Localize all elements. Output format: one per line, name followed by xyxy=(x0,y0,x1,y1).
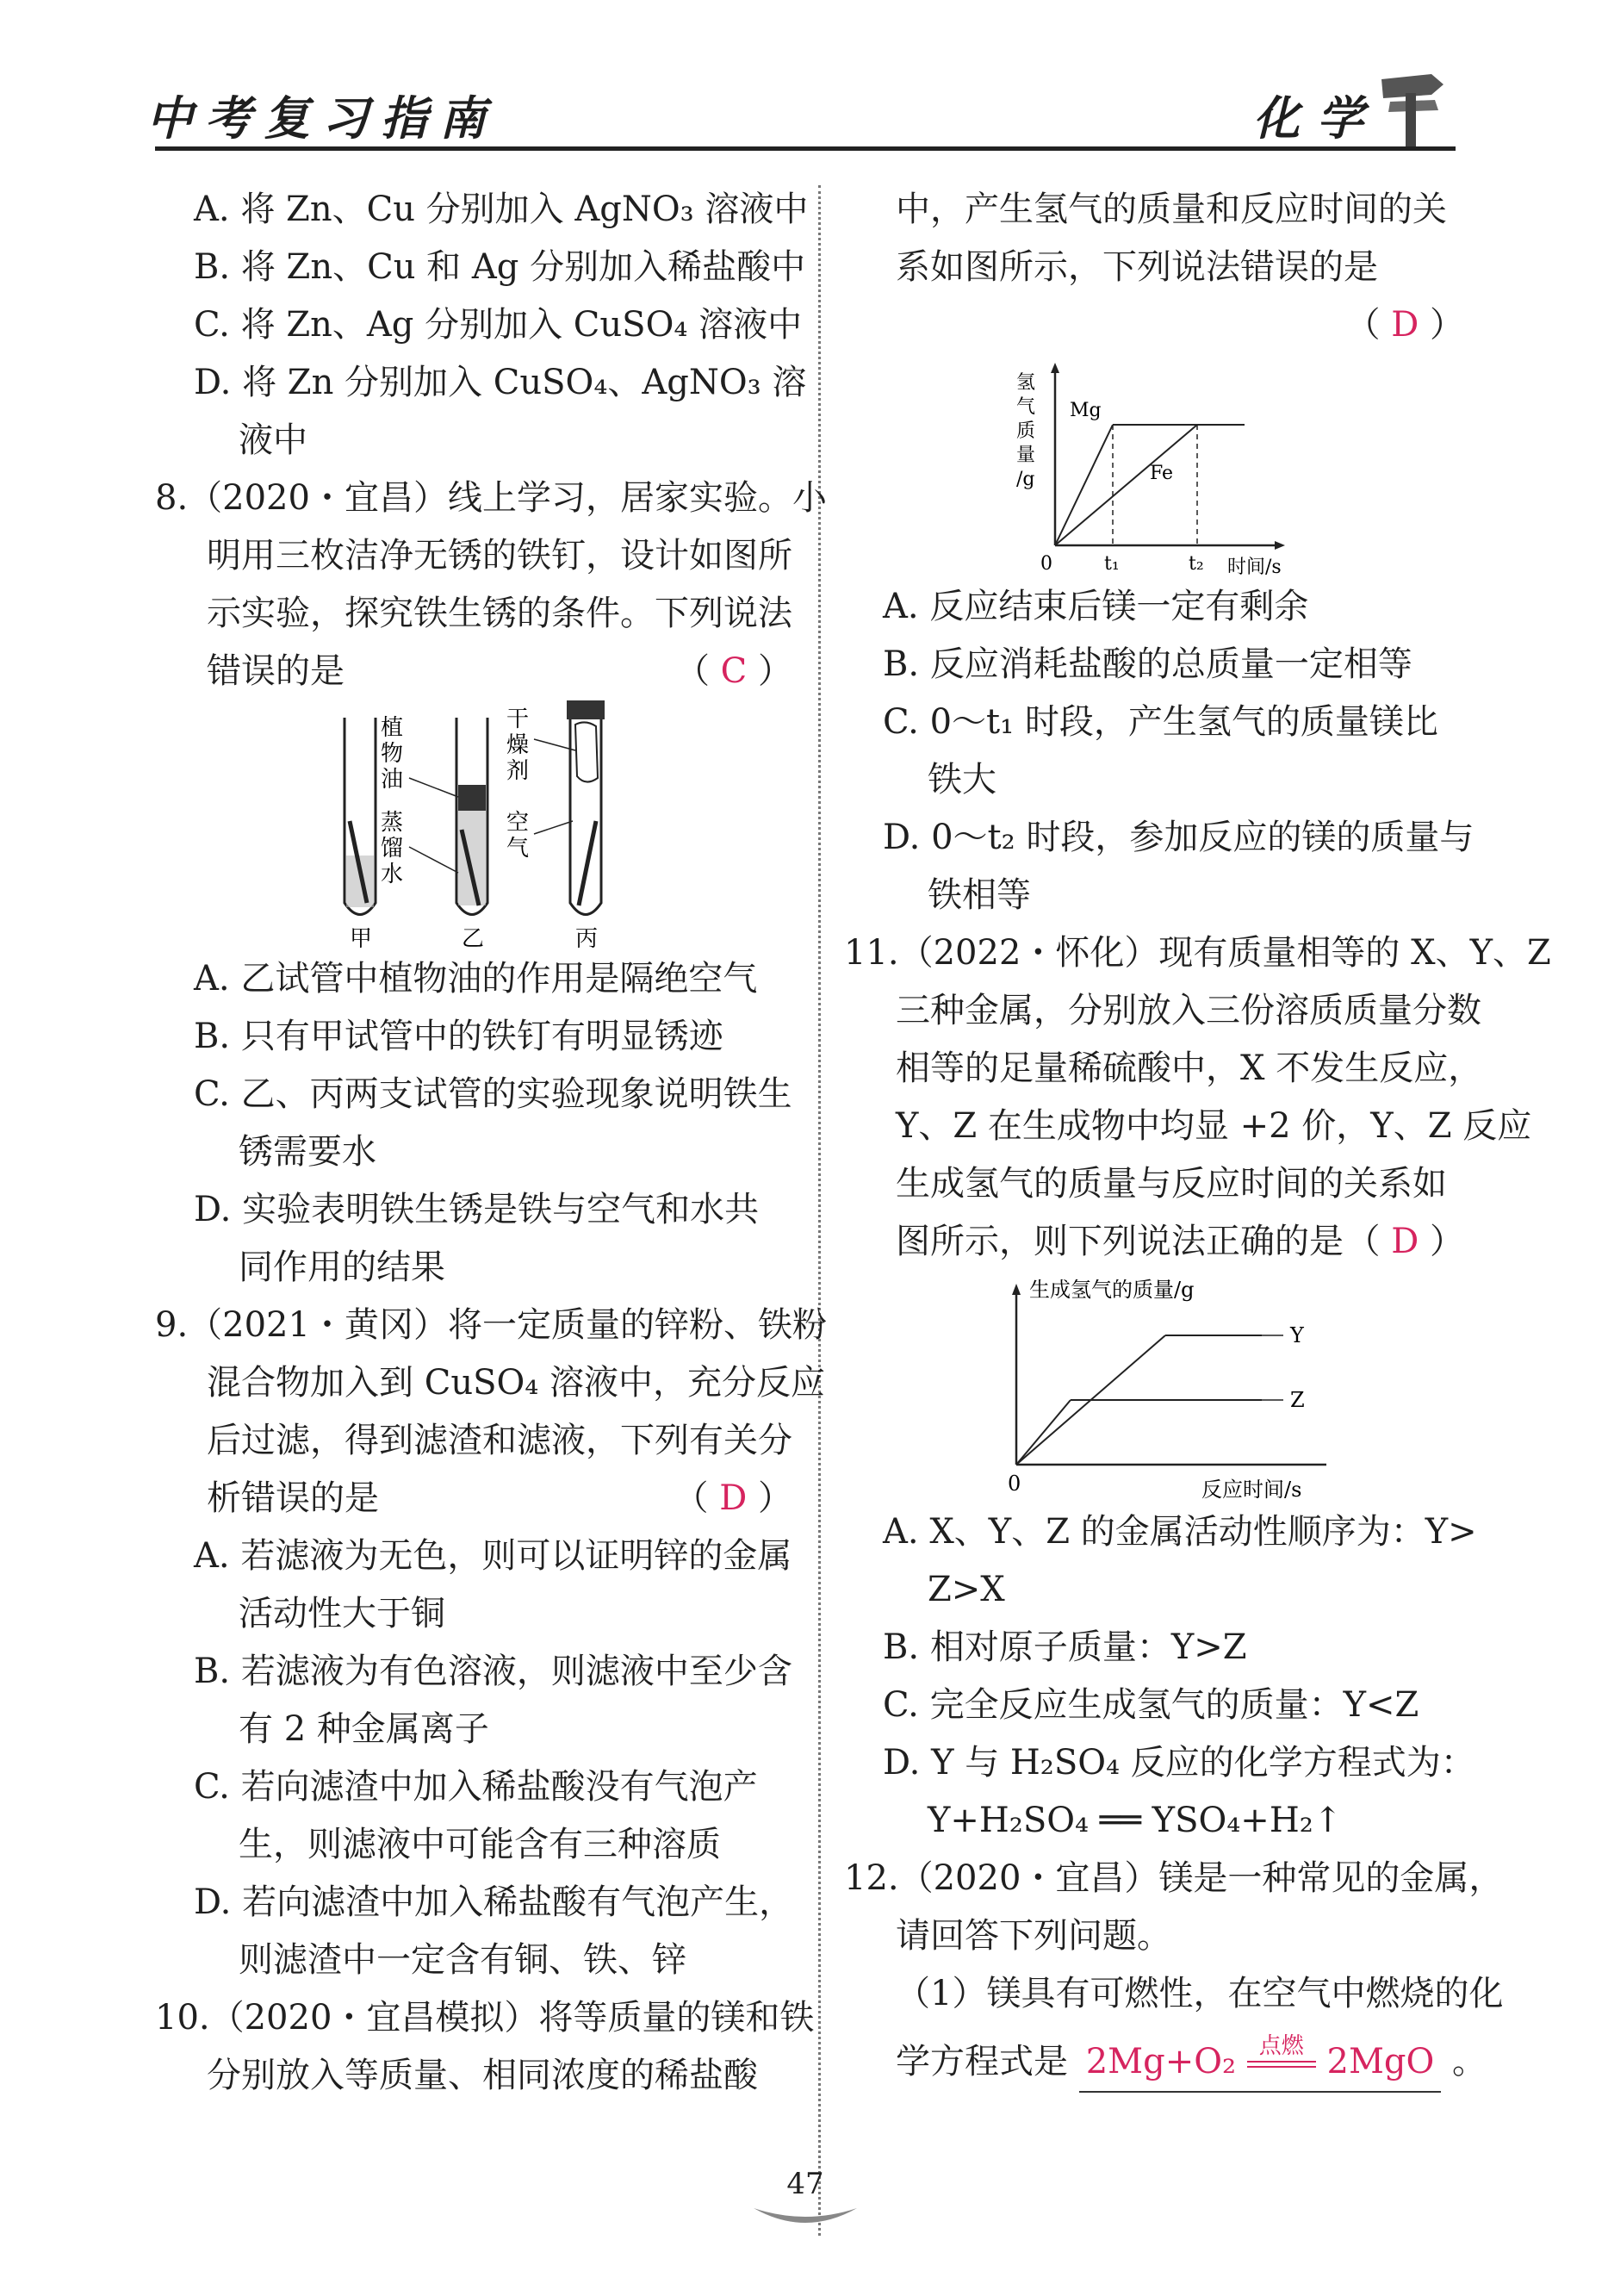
svg-text:蒸: 蒸 xyxy=(381,810,404,836)
svg-text:空: 空 xyxy=(506,810,530,836)
q9-option-d: D. 若向滤渣中加入稀盐酸有气泡产生， xyxy=(194,1882,794,1922)
q11-stem: 相等的足量稀硫酸中，X 不发生反应， xyxy=(896,1048,1483,1088)
q10-stem-cont: 系如图所示，下列说法错误的是 xyxy=(896,247,1378,287)
q12-answer-blank xyxy=(1079,2033,1442,2093)
q8-option-b: B. 只有甲试管中的铁钉有明显锈迹 xyxy=(194,1017,723,1056)
q9-option-a-cont: 活动性大于铜 xyxy=(239,1594,445,1633)
q9-answer: D xyxy=(719,1478,748,1518)
svg-text:气: 气 xyxy=(506,836,530,862)
svg-text:量: 量 xyxy=(1016,445,1036,466)
q10-answer: D xyxy=(1391,305,1419,345)
q11-option-d: D. Y 与 H₂SO₄ 反应的化学方程式为： xyxy=(883,1743,1475,1783)
right-column xyxy=(844,181,1551,2093)
q7-option-d: D. 将 Zn 分别加入 CuSO₄、AgNO₃ 溶 xyxy=(194,363,807,402)
q10-stem: 分别放入等质量、相同浓度的稀盐酸 xyxy=(207,2056,758,2095)
label-desiccant xyxy=(506,706,575,784)
series-y-label: Y xyxy=(1290,1323,1304,1347)
q11-stem: 生成氢气的质量与反应时间的关系如 xyxy=(896,1164,1447,1204)
q8-option-d: D. 实验表明铁生锈是铁与空气和水共 xyxy=(194,1190,760,1229)
subject-title: 化学 xyxy=(1253,90,1381,146)
mg-line xyxy=(1055,425,1113,545)
q8-stem: 8.（2020・宜昌）线上学习，居家实验。小 xyxy=(155,478,827,518)
q11-stem: 11.（2022・怀化）现有质量相等的 X、Y、Z xyxy=(844,933,1551,973)
q12-answer-line xyxy=(844,2033,1487,2093)
q8-option-c-cont: 锈需要水 xyxy=(239,1132,376,1172)
q9-option-d-cont: 则滤渣中一定含有铜、铁、锌 xyxy=(239,1940,686,1980)
q9-answer-box: （ D ） xyxy=(674,1478,792,1518)
q10-option-d-cont: 铁相等 xyxy=(928,875,1031,915)
svg-text:质: 质 xyxy=(1016,420,1036,442)
label-water xyxy=(381,810,458,887)
tube-bing xyxy=(567,700,605,915)
q12-answer-lhs: 2Mg+O₂ xyxy=(1085,2042,1237,2081)
q9-option-b-cont: 有 2 种金属离子 xyxy=(239,1709,489,1749)
series-mg-label: Mg xyxy=(1070,400,1102,421)
q12-sub1: （1）镁具有可燃性，在空气中燃烧的化 xyxy=(896,1974,1504,2013)
q7-option-a: A. 将 Zn、Cu 分别加入 AgNO₃ 溶液中 xyxy=(194,190,809,229)
label-air xyxy=(506,810,573,862)
q12-reaction-arrow xyxy=(1247,2033,1316,2068)
header-rule xyxy=(155,146,1456,151)
q9-stem: 混合物加入到 CuSO₄ 溶液中，充分反应 xyxy=(207,1363,826,1403)
svg-text:水: 水 xyxy=(381,862,404,887)
q11-stem-text: 图所示，则下列说法正确的是 xyxy=(896,1222,1344,1261)
tube-jia xyxy=(345,718,376,915)
q9-stem: 9.（2021・黄冈）将一定质量的锌粉、铁粉 xyxy=(155,1305,827,1345)
label-oil xyxy=(381,715,458,797)
signpost-icon xyxy=(1378,67,1447,146)
q8-stem-last xyxy=(155,643,792,700)
q8-stem-text: 错误的是 xyxy=(207,651,345,691)
q9-stem: 后过滤，得到滤渣和滤液，下列有关分 xyxy=(207,1421,792,1460)
svg-text:/g: /g xyxy=(1016,469,1035,490)
tube-yi xyxy=(456,718,487,915)
svg-text:油: 油 xyxy=(381,767,404,793)
q11-stem: Y、Z 在生成物中均显 +2 价，Y、Z 反应 xyxy=(896,1106,1532,1146)
q8-option-c: C. 乙、丙两支试管的实验现象说明铁生 xyxy=(194,1074,792,1114)
q9-option-b: B. 若滤液为有色溶液，则滤液中至少含 xyxy=(194,1652,792,1691)
tube-label-bing: 丙 xyxy=(575,926,599,950)
q9-stem-text: 析错误的是 xyxy=(207,1478,379,1518)
mg-fe-chart xyxy=(844,354,1464,578)
q7-option-c: C. 将 Zn、Ag 分别加入 CuSO₄ 溶液中 xyxy=(194,305,803,345)
q11-option-a-cont: Z>X xyxy=(928,1570,1005,1609)
q10-stem-cont: 中，产生氢气的质量和反应时间的关 xyxy=(896,190,1447,229)
q8-option-a: A. 乙试管中植物油的作用是隔绝空气 xyxy=(194,959,758,999)
yz-chart-xlabel: 反应时间/s xyxy=(1201,1478,1302,1502)
svg-text:物: 物 xyxy=(381,741,404,767)
svg-text:剂: 剂 xyxy=(506,758,530,784)
q11-option-d-equation: Y+H₂SO₄ ══ YSO₄+H₂↑ xyxy=(928,1801,1343,1840)
tick-t1: t₁ xyxy=(1104,553,1120,575)
q7-option-b: B. 将 Zn、Cu 和 Ag 分别加入稀盐酸中 xyxy=(194,247,806,287)
q8-answer-box: （ C ） xyxy=(674,651,792,691)
yz-chart-ylabel: 生成氢气的质量/g xyxy=(1029,1278,1195,1302)
q9-option-c: C. 若向滤渣中加入稀盐酸没有气泡产 xyxy=(194,1767,758,1807)
yz-chart-origin: 0 xyxy=(1008,1472,1021,1496)
svg-text:气: 气 xyxy=(1016,396,1036,418)
q9-option-c-cont: 生，则滤液中可能含有三种溶质 xyxy=(239,1825,721,1864)
svg-text:植: 植 xyxy=(381,715,404,741)
q12-stem: 请回答下列问题。 xyxy=(896,1916,1171,1956)
q10-answer-box: （ D ） xyxy=(1345,305,1464,345)
page-number: 47 xyxy=(786,2167,824,2201)
svg-text:氢: 氢 xyxy=(1016,372,1036,394)
q12-suffix: 。 xyxy=(1452,2042,1487,2081)
chart-origin: 0 xyxy=(1040,553,1052,575)
q10-option-c-cont: 铁大 xyxy=(928,760,996,800)
q7-option-d-cont: 液中 xyxy=(239,420,307,460)
fe-line xyxy=(1055,425,1197,545)
tick-t2: t₂ xyxy=(1189,553,1204,575)
q10-stem: 10.（2020・宜昌模拟）将等质量的镁和铁 xyxy=(155,1998,815,2038)
q12-prefix: 学方程式是 xyxy=(896,2042,1068,2081)
svg-text:干: 干 xyxy=(506,706,530,732)
q10-option-a: A. 反应结束后镁一定有剩余 xyxy=(883,587,1309,626)
z-line-rise xyxy=(1016,1400,1071,1465)
series-z-label: Z xyxy=(1290,1388,1305,1412)
q12-answer-rhs: 2MgO xyxy=(1326,2042,1435,2081)
q11-option-b: B. 相对原子质量：Y>Z xyxy=(883,1627,1247,1667)
q10-option-b: B. 反应消耗盐酸的总质量一定相等 xyxy=(883,644,1412,684)
test-tube-figure xyxy=(155,700,792,950)
q11-stem: 三种金属，分别放入三份溶质质量分数 xyxy=(896,991,1481,1030)
series-fe-label: Fe xyxy=(1150,463,1174,484)
q10-option-d: D. 0～t₂ 时段，参加反应的镁的质量与 xyxy=(883,818,1475,857)
q12-stem: 12.（2020・宜昌）镁是一种常见的金属， xyxy=(844,1858,1504,1898)
yz-chart xyxy=(844,1271,1464,1503)
page-swoosh-ornament xyxy=(749,2201,861,2236)
q8-stem: 示实验，探究铁生锈的条件。下列说法 xyxy=(207,594,792,633)
q11-answer: D xyxy=(1391,1222,1419,1261)
left-column xyxy=(155,181,827,2105)
q11-answer-box: （ D ） xyxy=(1345,1222,1464,1261)
tube-label-yi: 乙 xyxy=(462,926,485,950)
q11-stem-last xyxy=(844,1213,1464,1271)
book-title: 中考复习指南 xyxy=(146,90,498,146)
q8-option-d-cont: 同作用的结果 xyxy=(239,1248,445,1287)
chart-ylabel xyxy=(1016,372,1035,490)
q8-answer: C xyxy=(720,651,748,691)
q8-stem: 明用三枚洁净无锈的铁钉，设计如图所 xyxy=(207,536,792,576)
q11-option-c: C. 完全反应生成氢气的质量：Y<Z xyxy=(883,1685,1419,1725)
q12-condition: 点燃 xyxy=(1258,2033,1304,2059)
q10-option-c: C. 0～t₁ 时段，产生氢气的质量镁比 xyxy=(883,702,1438,742)
q9-stem-last xyxy=(155,1470,792,1528)
tube-label-jia: 甲 xyxy=(350,926,373,950)
q11-option-a: A. X、Y、Z 的金属活动性顺序为：Y> xyxy=(883,1512,1477,1552)
svg-text:燥: 燥 xyxy=(506,732,530,758)
svg-text:馏: 馏 xyxy=(381,836,404,862)
chart-xlabel: 时间/s xyxy=(1227,557,1282,578)
q9-option-a: A. 若滤液为无色，则可以证明锌的金属 xyxy=(194,1536,792,1576)
